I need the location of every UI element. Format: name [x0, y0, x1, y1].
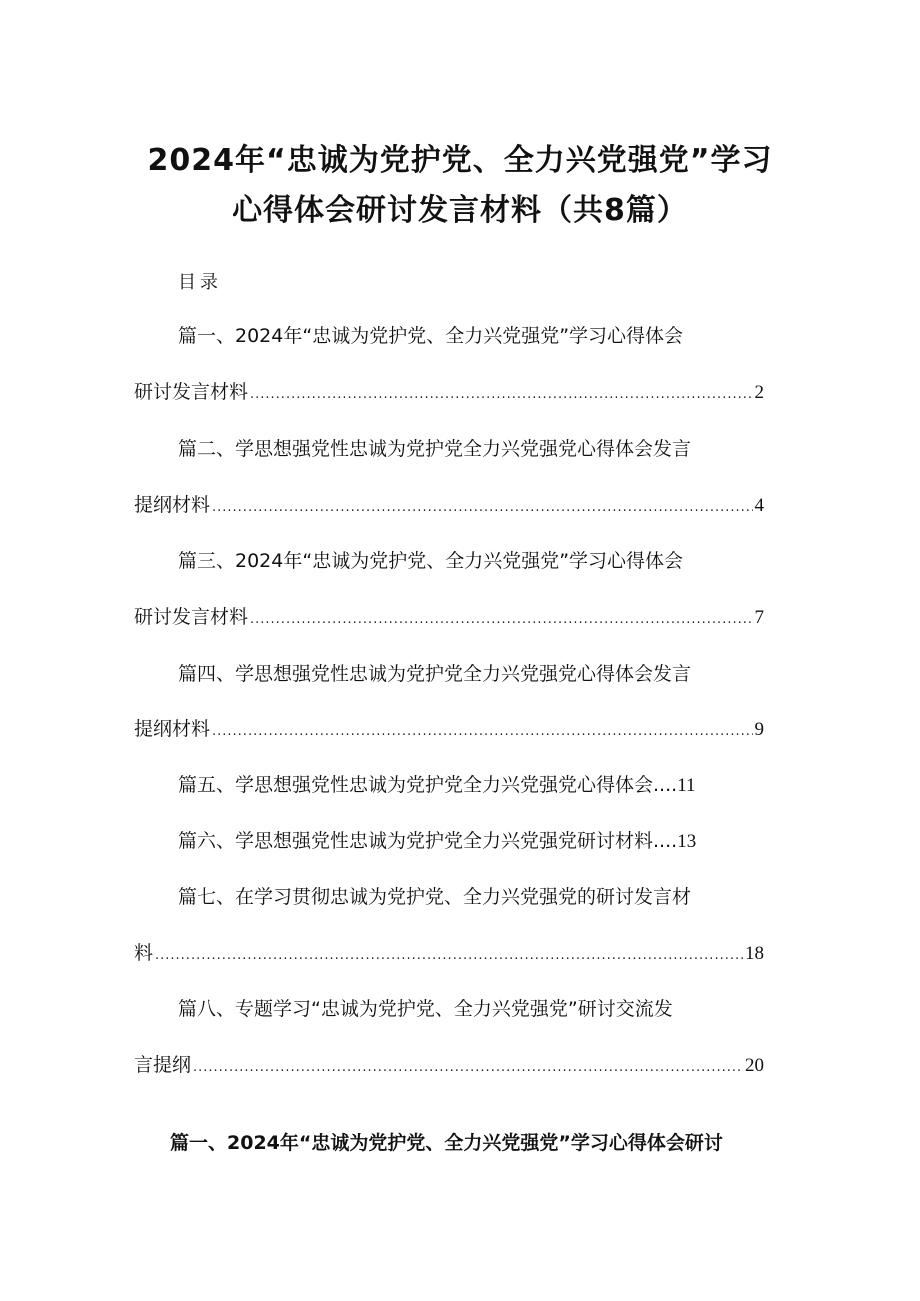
toc-entry-5[interactable] [178, 770, 764, 800]
toc-leader-dots [212, 717, 752, 747]
toc-entry-4-line2[interactable] [134, 714, 764, 744]
toc-entry-6[interactable] [178, 826, 764, 856]
toc-entry-5-dots: .... [653, 774, 678, 796]
toc-entry-7-page: 18 [745, 943, 764, 964]
toc-entry-2-text: 提纲材料 [134, 494, 211, 516]
toc-leader-dots [155, 941, 743, 971]
toc-entry-2-page: 4 [754, 495, 764, 516]
toc-entry-3-line1[interactable]: 篇三、2024年“忠诚为党护党、全力兴党强党”学习心得体会 [178, 550, 684, 572]
title-line-2: 心得体会研讨发言材料（共8篇） [232, 193, 688, 228]
toc-entry-8-line2[interactable] [134, 1050, 764, 1080]
toc-entry-4-line1[interactable]: 篇四、学思想强党性忠诚为党护党全力兴党强党心得体会发言 [178, 663, 692, 685]
toc-entry-7-text: 料 [134, 942, 154, 964]
toc-entry-8-page: 20 [745, 1055, 764, 1076]
toc-entry-4-text: 提纲材料 [134, 718, 211, 740]
toc-entry-5-text: 篇五、学思想强党性忠诚为党护党全力兴党强党心得体会 [178, 774, 654, 796]
toc-entry-3-line2[interactable] [134, 602, 764, 632]
toc-entry-5-page: 11 [677, 775, 696, 796]
toc-entry-7-line1[interactable]: 篇七、在学习贯彻忠诚为党护党、全力兴党强党的研讨发言材 [178, 886, 692, 908]
toc-leader-dots [193, 1053, 743, 1083]
toc-leader-dots [250, 380, 752, 410]
toc-entry-3-text: 研讨发言材料 [134, 606, 249, 628]
toc-entry-2-line1[interactable]: 篇二、学思想强党性忠诚为党护党全力兴党强党心得体会发言 [178, 438, 692, 460]
title-line-1: 2024年“忠诚为党护党、全力兴党强党”学习 [147, 143, 773, 178]
toc-entry-1-line2[interactable] [134, 377, 764, 407]
toc-entry-3-page: 7 [754, 607, 764, 628]
toc-entry-6-text: 篇六、学思想强党性忠诚为党护党全力兴党强党研讨材料 [178, 830, 654, 852]
toc-entry-2-line2[interactable] [134, 490, 764, 520]
toc-entry-6-page: 13 [677, 831, 697, 852]
toc-leader-dots [212, 493, 752, 523]
toc-entry-6-dots: .... [653, 830, 678, 852]
toc-entry-1-page: 2 [754, 382, 764, 403]
toc-entry-8-line1[interactable]: 篇八、专题学习“忠诚为党护党、全力兴党强党”研讨交流发 [178, 998, 673, 1020]
toc-entry-4-page: 9 [754, 719, 764, 740]
toc-entry-1-line1[interactable]: 篇一、2024年“忠诚为党护党、全力兴党强党”学习心得体会 [178, 325, 684, 347]
section-heading: 篇一、2024年“忠诚为党护党、全力兴党强党”学习心得体会研讨 [170, 1132, 723, 1154]
toc-label: 目录 [178, 272, 222, 293]
toc-leader-dots [250, 605, 752, 635]
toc-entry-1-text: 研讨发言材料 [134, 381, 249, 403]
toc-entry-7-line2[interactable] [134, 938, 764, 968]
toc-entry-8-text: 言提纲 [134, 1054, 192, 1076]
